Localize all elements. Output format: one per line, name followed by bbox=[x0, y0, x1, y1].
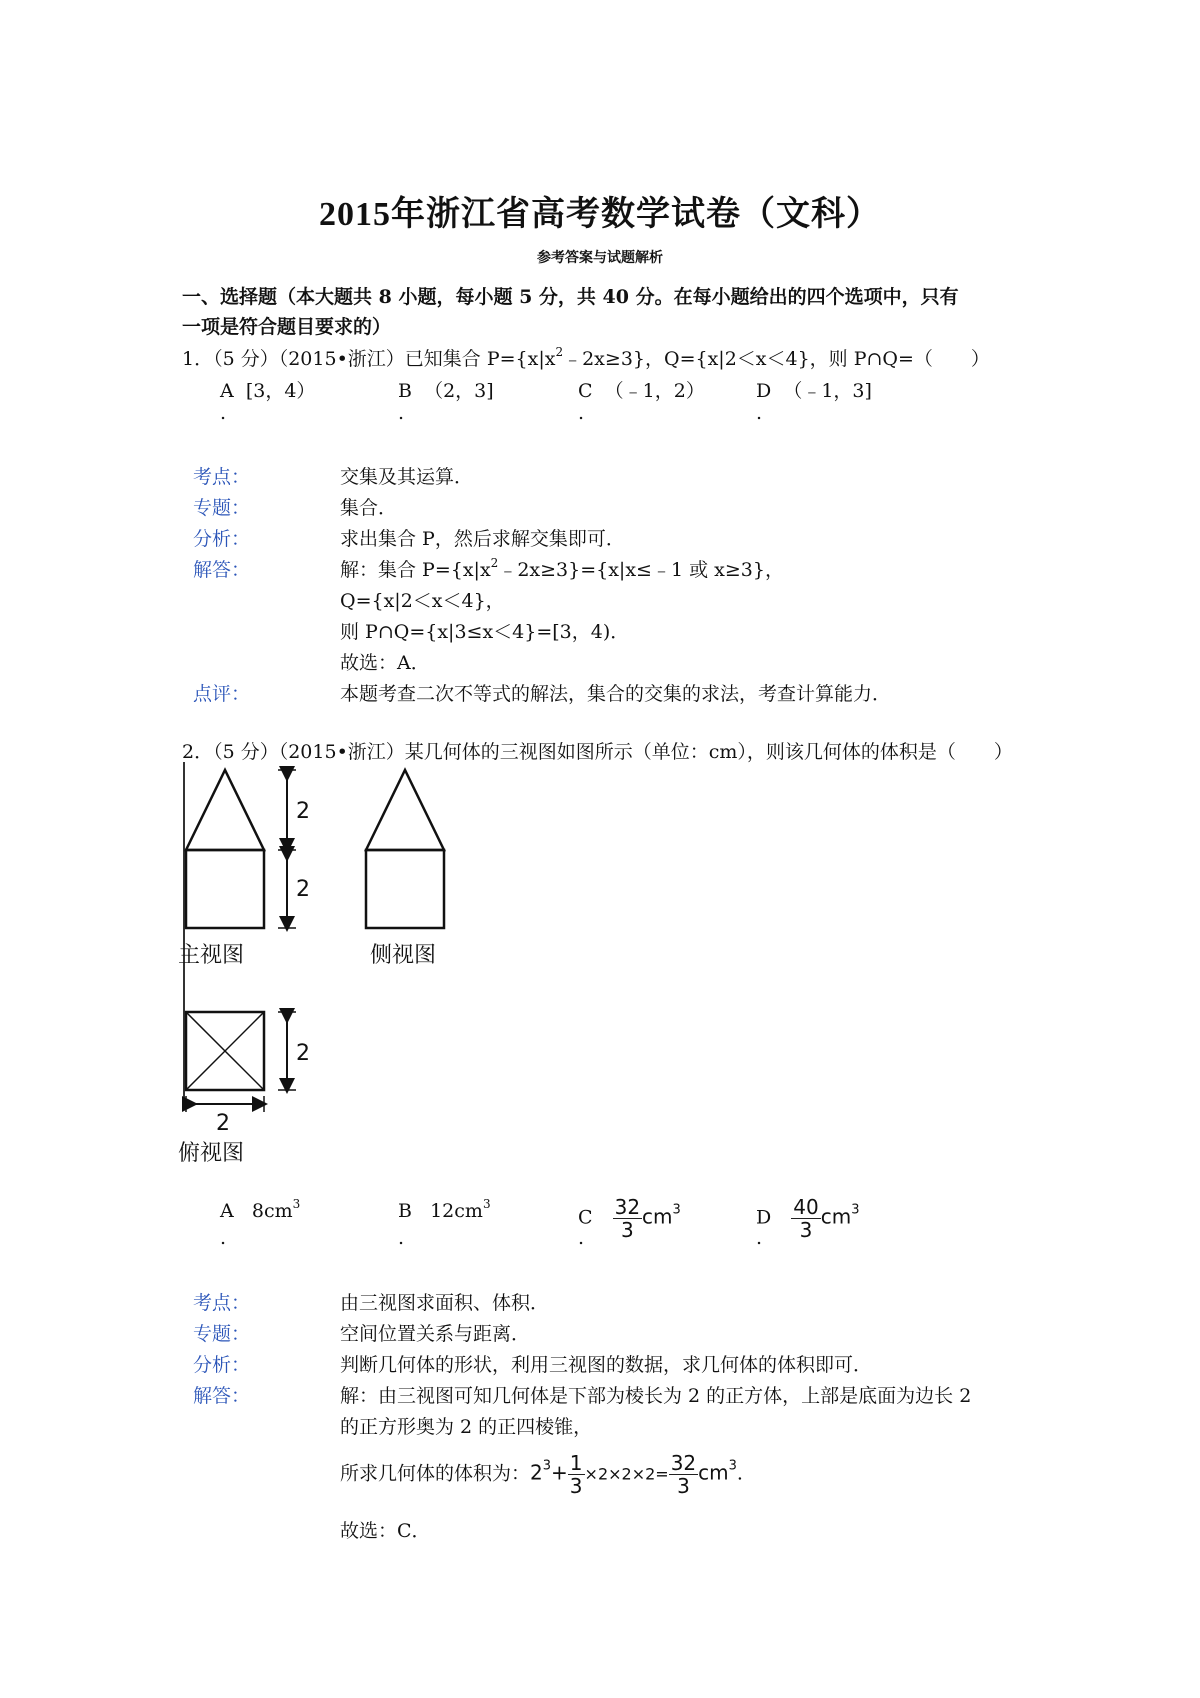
q1-jieda-line4: 故选：A． bbox=[340, 652, 430, 674]
q2-stem: 2．（5 分）（2015•浙江）某几何体的三视图如图所示（单位：cm），则该几何体的体积是（ ） bbox=[182, 741, 1013, 763]
q1-label-dianping: 点评： bbox=[193, 683, 251, 705]
q2-option-d: D $\frac{40}{3}$ $cm^3$ bbox=[756, 1195, 860, 1242]
q1-kaodian: 交集及其运算． bbox=[340, 466, 474, 488]
q2-jieda-line4: 故选：C． bbox=[340, 1520, 431, 1542]
q2-option-b-dot: . bbox=[398, 1227, 405, 1249]
side-view-label: 侧视图 bbox=[370, 943, 437, 968]
top-dim-right: 2 bbox=[296, 1041, 310, 1066]
q1-option-d-dot: . bbox=[756, 402, 763, 424]
q2-label-kaodian: 考点： bbox=[193, 1292, 251, 1314]
three-view-figure bbox=[176, 762, 496, 1202]
top-view-label: 俯视图 bbox=[178, 1141, 245, 1166]
q2-jieda-line3: 所求几何体的体积为：$2^3+$ $\frac{1}{3}$ ×2×2×2= $\frac{32}{3}$ $cm^3$. bbox=[340, 1451, 743, 1498]
front-dim-bottom: 2 bbox=[296, 877, 310, 902]
section-heading-line2: 一项是符合题目要求的） bbox=[182, 316, 392, 338]
q2-option-c: C $\frac{32}{3}$ $cm^3$ bbox=[578, 1195, 681, 1242]
q2-label-fenxi: 分析： bbox=[193, 1354, 251, 1376]
q1-label-kaodian: 考点： bbox=[193, 466, 251, 488]
q2-option-d-dot: . bbox=[756, 1227, 763, 1249]
q1-jieda-line1: 解：集合 $P=\{x|x^2﹣2x\ge 3\}=\{x|x\le﹣1$ 或 x≥3}， bbox=[340, 556, 784, 581]
q2-jieda-line1: 解：由三视图可知几何体是下部为棱长为 2 的正方体，上部是底面为边长 2 bbox=[340, 1385, 972, 1407]
page-subtitle: 参考答案与试题解析 bbox=[537, 250, 663, 266]
q1-label-jieda: 解答： bbox=[193, 559, 251, 581]
top-dim-bottom: 2 bbox=[216, 1111, 230, 1136]
top-view bbox=[178, 1012, 310, 1166]
front-view bbox=[178, 770, 310, 968]
q1-jieda-line3: 则 P∩Q={x|3≤x＜4}=[3，4)． bbox=[340, 621, 630, 643]
q1-option-a: A [3，4） bbox=[220, 380, 316, 402]
q2-kaodian: 由三视图求面积、体积． bbox=[340, 1292, 550, 1314]
q1-fenxi: 求出集合 P，然后求解交集即可． bbox=[340, 528, 625, 550]
q1-stem: 1．（5 分）（2015•浙江）已知集合 $P=\{x|x^2﹣2x\ge 3\}$，Q={x|2＜x＜4}，则 P∩Q=（ ） bbox=[182, 345, 990, 370]
front-view-label: 主视图 bbox=[178, 943, 245, 968]
q1-option-c: C （﹣1，2） bbox=[578, 380, 705, 402]
q2-fenxi: 判断几何体的形状，利用三视图的数据，求几何体的体积即可． bbox=[340, 1354, 873, 1376]
page-title: 2015年浙江省高考数学试卷（文科） bbox=[319, 196, 881, 233]
section-heading-line1: 一、选择题（本大题共 8 小题，每小题 5 分，共 40 分。在每小题给出的四个选项中，只有 bbox=[182, 286, 959, 308]
q2-option-a-dot: . bbox=[220, 1227, 227, 1249]
q2-option-c-dot: . bbox=[578, 1227, 585, 1249]
q1-dianping: 本题考查二次不等式的解法，集合的交集的求法，考查计算能力． bbox=[340, 683, 892, 705]
q1-zhuanti: 集合． bbox=[340, 497, 398, 519]
q1-option-b: B （2，3] bbox=[398, 380, 494, 402]
q1-label-fenxi: 分析： bbox=[193, 528, 251, 550]
q1-jieda-line2: Q={x|2＜x＜4}， bbox=[340, 590, 505, 612]
q1-option-d: D （﹣1，3] bbox=[756, 380, 872, 402]
q2-option-b: B $12cm^3$ bbox=[398, 1197, 491, 1222]
q2-zhuanti: 空间位置关系与距离． bbox=[340, 1323, 531, 1345]
q2-label-jieda: 解答： bbox=[193, 1385, 251, 1407]
q1-option-b-dot: . bbox=[398, 402, 405, 424]
q1-option-a-dot: . bbox=[220, 402, 227, 424]
side-view bbox=[366, 770, 444, 968]
q2-label-zhuanti: 专题： bbox=[193, 1323, 251, 1345]
front-dim-top: 2 bbox=[296, 799, 310, 824]
q2-jieda-line2: 的正方形奥为 2 的正四棱锥， bbox=[340, 1416, 593, 1438]
q1-option-c-dot: . bbox=[578, 402, 585, 424]
q1-label-zhuanti: 专题： bbox=[193, 497, 251, 519]
q2-option-a: A $8cm^3$ bbox=[220, 1197, 301, 1222]
